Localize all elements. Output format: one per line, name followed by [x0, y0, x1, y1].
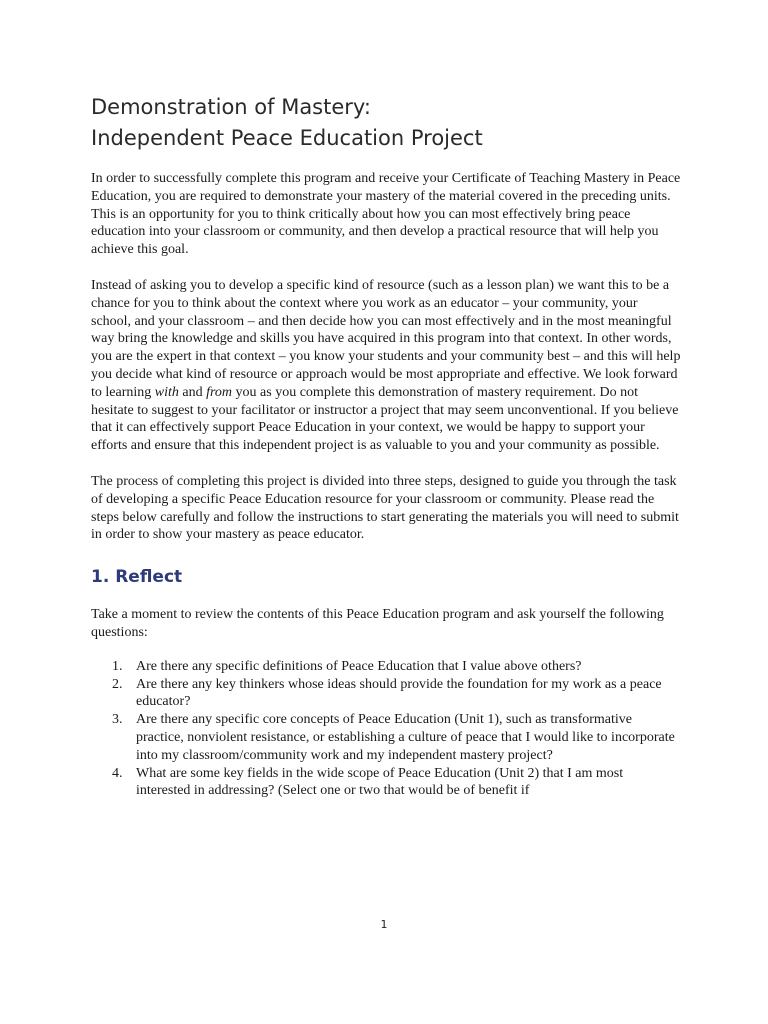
list-item-text: Are there any key thinkers whose ideas should provide the foundation for my work as a peace educator? [136, 676, 662, 710]
list-item-number: 4. [112, 765, 123, 781]
page-content [91, 92, 681, 800]
list-item-number: 3. [112, 712, 123, 728]
process-paragraph: The process of completing this project is divided into three steps, designed to guide you through the task of developing a specific Peace Education resource for your classroom or community. Please read the steps below carefully and follow the instructions to start generating the materials you will need to submit in order to show your mastery as peace educator. [91, 473, 679, 543]
emphasis-with: with [154, 384, 179, 400]
title-line-2: Independent Peace Education Project [91, 126, 483, 150]
context-paragraph-part-2: and [178, 384, 207, 400]
list-item-text: Are there any specific definitions of Peace Education that I value above others? [136, 658, 582, 674]
list-item [91, 765, 681, 801]
context-paragraph-part-1: Instead of asking you to develop a specific kind of resource (such as a lesson plan) we want this to be a chance for you to think about the context where you work as an educator – your community, your school, and your classroom – and then decide how you can most effectively and in the most meaningful way bring the knowledge and skills you have acquired in this program into that context. In other words, you are the expert in that context – you know your students and your community best – and this will help you decide what kind of resource or approach would be most appropriate and effective. We look forward to learning [91, 277, 681, 400]
list-item [91, 658, 681, 676]
intro-paragraph: In order to successfully complete this program and receive your Certificate of Teaching Mastery in Peace Education, you are required to demonstrate your mastery of the material covered in the preceding units. This is an opportunity for you to think critically about how you can most effectively bring peace education into your classroom or community, and then develop a practical resource that will help you achieve this goal. [91, 171, 681, 258]
section-heading-reflect: 1. Reflect [91, 567, 183, 588]
emphasis-from: from [206, 384, 233, 400]
list-item-text: Are there any specific core concepts of Peace Education (Unit 1), such as transformative practice, nonviolent resistance, or establishing a culture of peace that I would like to incorporate into my classroom/community work and my independent mastery project? [136, 712, 675, 763]
reflect-intro: Take a moment to review the contents of this Peace Education program and ask yourself the following questions: [91, 607, 664, 640]
list-item-number: 2. [112, 676, 123, 692]
document-title [91, 92, 681, 154]
title-line-1: Demonstration of Mastery: [91, 95, 371, 119]
context-paragraph-part-3: you as you complete this demonstration of mastery requirement. Do not hesitate to suggest to your facilitator or instructor a project that may seem unconventional. If you believe that it can effectively support Peace Education in your context, we would be happy to support your efforts and ensure that this independent project is as valuable to you and your community as possible. [91, 384, 679, 454]
list-item-text: What are some key fields in the wide scope of Peace Education (Unit 2) that I am most interested in addressing? (Select one or two that would be of benefit if [136, 765, 624, 799]
page-number: 1 [380, 918, 388, 931]
list-item-number: 1. [112, 658, 123, 674]
list-item [91, 711, 681, 764]
context-paragraph [91, 277, 681, 455]
list-item [91, 676, 681, 712]
reflection-questions-list [91, 658, 681, 800]
